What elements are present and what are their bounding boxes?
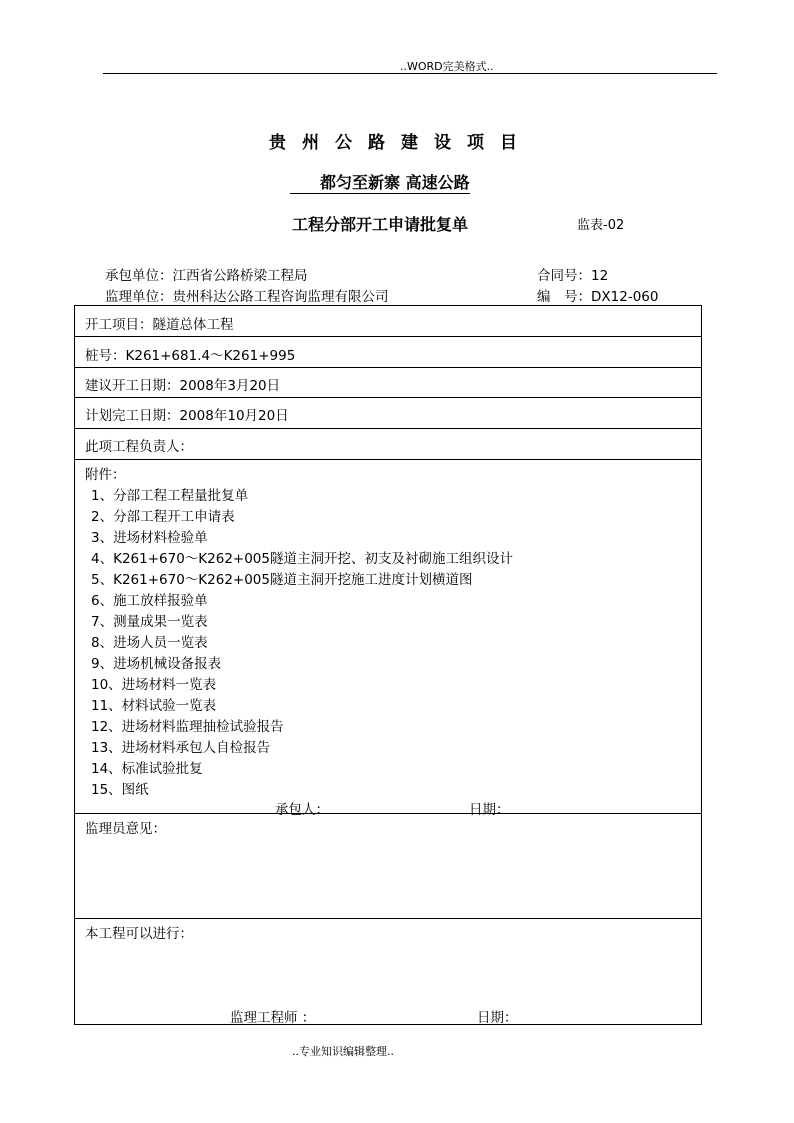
contract-no-label: 合同号： [537,268,591,284]
start-date-text: 建议开工日期：2008年3月20日 [85,378,281,394]
supervisor-value: 贵州科达公路工程咨询监理有限公司 [172,289,389,305]
attachment-item: 6、施工放样报验单 [91,593,208,609]
project-text: 开工项目：隧道总体工程 [85,317,234,333]
row-station [75,337,701,368]
row-responsible [75,429,701,460]
subtitle-text: 都匀至新寨 高速公路 [290,170,470,194]
station-text: 桩号：K261+681.4～K261+995 [85,348,296,364]
supervisor-opinion-label: 监理员意见： [85,821,166,837]
page-header: ..WORD完美格式.. [400,60,494,73]
contract-no-value: 12 [591,268,609,284]
engineer-sign-label: 监理工程师 ： [230,1010,316,1026]
attachment-item: 14、标准试验批复 [91,761,203,777]
application-form [74,305,702,1025]
attachment-item: 5、K261+670～K262+005隧道主洞开挖施工进度计划横道图 [91,572,473,588]
attachment-item: 8、进场人员一览表 [91,635,208,651]
approval-date-label: 日期： [477,1010,518,1026]
supervisor-line [105,285,389,305]
row-attachments [75,460,701,818]
attachment-item: 15、图纸 [91,782,149,798]
serial-label: 编 号： [537,289,591,305]
header-rule [103,73,717,74]
row-end-date [75,398,701,429]
attachment-item: 11、材料试验一览表 [91,698,217,714]
form-code: 监表-02 [577,218,625,233]
attachment-item: 9、进场机械设备报表 [91,656,222,672]
attachments-label: 附件： [85,467,126,483]
contractor-label: 承包单位： [105,268,173,284]
row-supervisor-opinion [75,814,701,919]
row-start-date [75,368,701,398]
end-date-text: 计划完工日期：2008年10月20日 [85,408,289,424]
attachment-item: 3、进场材料检验单 [91,530,208,546]
document-subtitle [290,170,510,194]
document-title: 贵州公路建设项目 [269,133,533,153]
attachment-item: 7、测量成果一览表 [91,614,208,630]
responsible-text: 此项工程负责人： [85,439,193,455]
contractor-line [105,264,308,284]
contractor-sign-label: 承包人： [275,802,329,818]
attachment-item: 12、进场材料监理抽检试验报告 [91,719,284,735]
page-footer: ..专业知识编辑整理.. [292,1045,394,1058]
form-title: 工程分部开工申请批复单 [292,215,469,234]
supervisor-label: 监理单位： [105,289,173,305]
attachment-item: 2、分部工程开工申请表 [91,509,235,525]
approval-label: 本工程可以进行： [85,926,193,942]
contractor-value: 江西省公路桥梁工程局 [172,268,308,284]
row-approval [75,919,701,1024]
attachment-item: 13、进场材料承包人自检报告 [91,740,271,756]
attachment-item: 4、K261+670～K262+005隧道主洞开挖、初支及衬砌施工组织设计 [91,551,513,567]
attachment-item: 10、进场材料一览表 [91,677,217,693]
contractor-date-label: 日期： [469,802,510,818]
row-project [75,306,701,337]
contract-no-line [537,264,608,284]
serial-line [537,285,658,305]
attachment-item: 1、分部工程工程量批复单 [91,488,249,504]
serial-value: DX12-060 [591,289,659,305]
